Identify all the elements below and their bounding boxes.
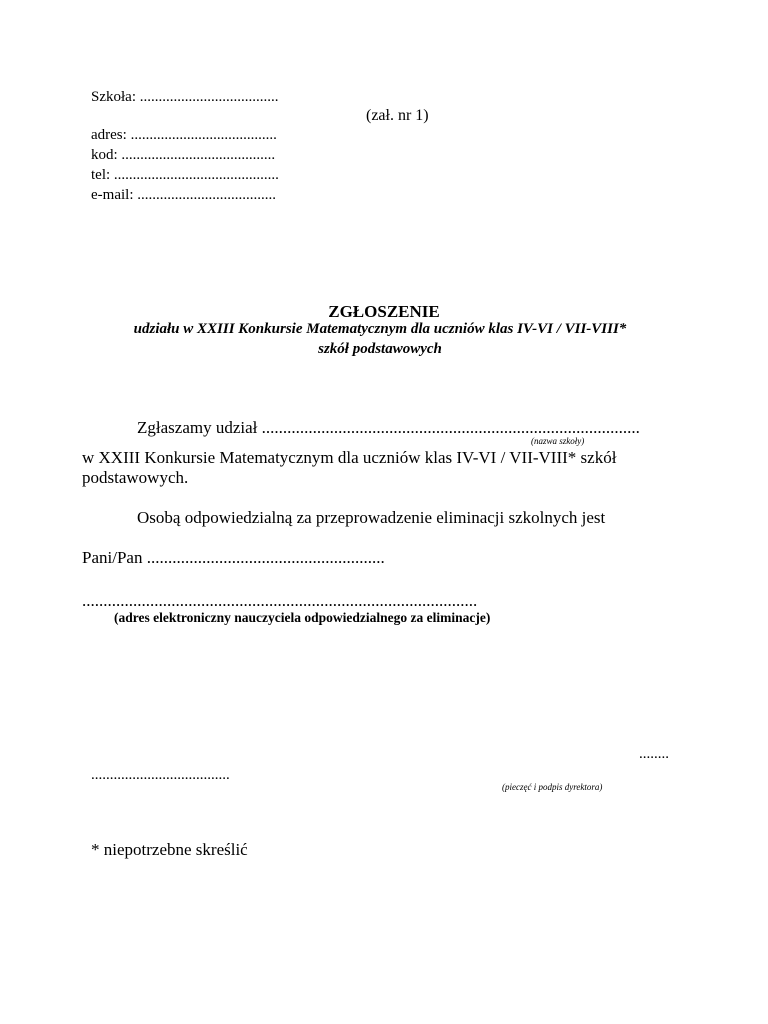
signature-dots-right: ........ — [639, 746, 669, 762]
person-name-field: Pani/Pan ........................................................ — [82, 548, 385, 567]
footnote: * niepotrzebne skreślić — [91, 840, 248, 859]
responsible-person-line: Osobą odpowiedzialną za przeprowadzenie eliminacji szkolnych jest — [137, 508, 606, 527]
document-title: ZGŁOSZENIE — [328, 302, 440, 321]
teacher-email-caption: (adres elektroniczny nauczyciela odpowiedzialnego za eliminacje) — [114, 610, 491, 625]
signature-caption: (pieczęć i podpis dyrektora) — [502, 782, 603, 792]
declaration-line: Zgłaszamy udział ......................................................................................... — [137, 418, 640, 437]
email-field: e-mail: ..................................... — [91, 187, 276, 203]
school-name-caption: (nazwa szkoły) — [531, 436, 585, 446]
document-subtitle-line-2: szkół podstawowych — [318, 341, 442, 357]
address-field: adres: ....................................... — [91, 127, 277, 143]
declaration-continuation-1: w XXIII Konkursie Matematycznym dla uczniów klas IV-VI / VII-VIII* szkół — [82, 448, 617, 467]
postal-code-field: kod: ......................................... — [91, 147, 276, 163]
document-subtitle-line-1: udziału w XXIII Konkursie Matematycznym dla uczniów klas IV-VI / VII-VIII* — [133, 321, 627, 337]
school-field: Szkoła: ..................................... — [91, 89, 279, 105]
signature-dots-left: ..................................... — [91, 767, 230, 783]
declaration-continuation-2: podstawowych. — [82, 468, 189, 487]
phone-field: tel: ............................................ — [91, 167, 279, 183]
teacher-email-field: ............................................................................................. — [82, 591, 478, 610]
attachment-label: (zał. nr 1) — [366, 107, 429, 124]
